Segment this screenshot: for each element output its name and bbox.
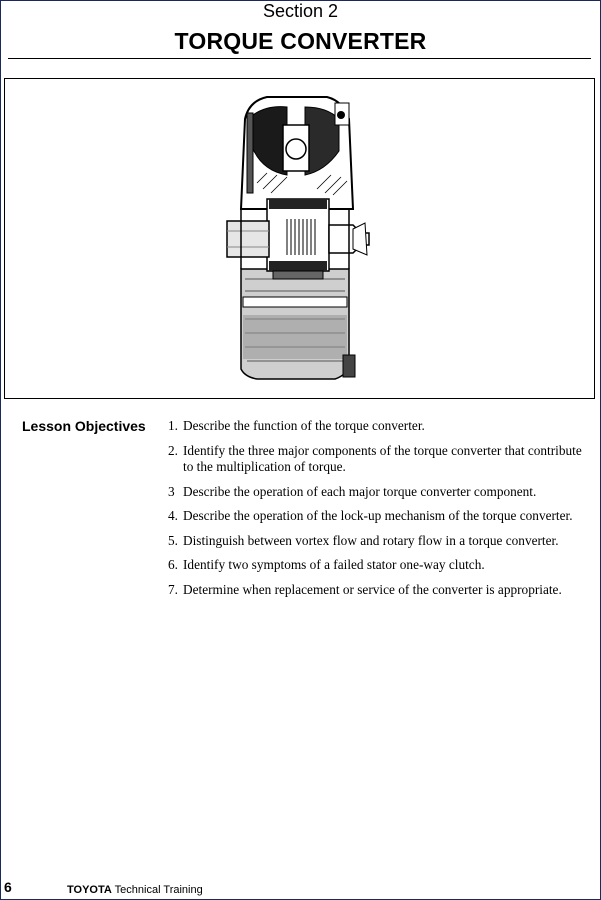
stator-hub: [286, 139, 306, 159]
footer-brand-suffix: Technical Training: [111, 884, 203, 896]
objective-number: 5.: [168, 532, 178, 548]
footer-brand: [67, 884, 203, 896]
objective-number: 7.: [168, 581, 178, 597]
objective-number: 1.: [168, 418, 178, 433]
drive-hub-tab: [353, 223, 367, 255]
objective-text: Describe the operation of the lock-up mechanism of the torque converter.: [183, 508, 573, 523]
page-title: TORQUE CONVERTER: [174, 28, 427, 54]
objective-text: Identify the three major components of the torque converter that contribute to the multiplication of torque.: [183, 442, 582, 474]
objective-item: [168, 443, 593, 476]
objective-text: Describe the function of the torque converter.: [183, 418, 425, 433]
objective-item: [168, 484, 593, 501]
lesson-objectives-heading: Lesson Objectives: [22, 418, 146, 434]
section-label: Section 2: [262, 1, 339, 21]
objective-item: [168, 508, 593, 525]
title-rule: [8, 58, 591, 59]
mount-lug-lower: [343, 355, 355, 377]
input-shaft-sleeve: [227, 221, 269, 257]
objective-item: [168, 418, 593, 435]
objectives-list: [168, 418, 593, 606]
objective-text: Distinguish between vortex flow and rotary flow in a torque converter.: [183, 532, 559, 548]
torque-converter-illustration: [5, 79, 594, 398]
objective-item: [168, 557, 593, 574]
objective-text: Describe the operation of each major torque converter component.: [183, 483, 537, 499]
cover-bolt: [337, 111, 345, 119]
housing-dark-band: [243, 315, 347, 359]
objective-number: 6.: [168, 557, 178, 572]
hub-dark-band-lower: [269, 261, 327, 271]
hub-dark-band: [269, 199, 327, 209]
objective-number: 2.: [168, 442, 178, 458]
objective-number: 4.: [168, 508, 178, 523]
objective-item: [168, 533, 593, 550]
objective-text: Identify two symptoms of a failed stator one-way clutch.: [183, 557, 485, 572]
lower-seal: [273, 271, 323, 279]
hub-body: [267, 199, 329, 271]
lockup-clutch-plate: [247, 113, 253, 193]
footer-brand-name: TOYOTA: [67, 884, 112, 896]
objective-text: Determine when replacement or service of the converter is appropriate.: [183, 581, 562, 597]
page-number: 6: [4, 879, 12, 895]
objective-item: [168, 582, 593, 599]
housing-band: [243, 297, 347, 307]
objective-number: 3: [168, 483, 175, 499]
figure-frame: [4, 78, 595, 399]
